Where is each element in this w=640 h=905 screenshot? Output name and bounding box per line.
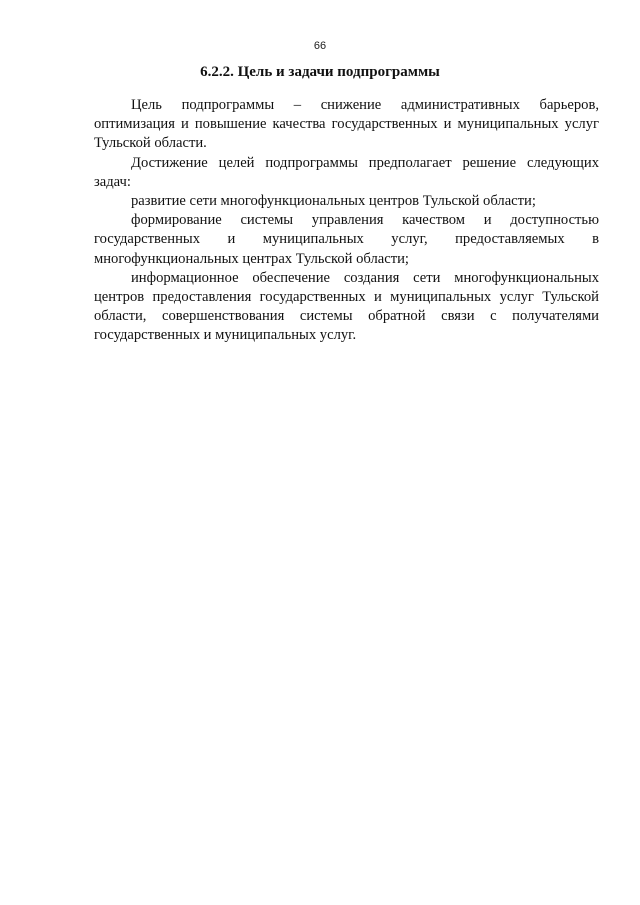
document-body	[94, 96, 599, 346]
section-title: 6.2.2. Цель и задачи подпрограммы	[200, 64, 440, 80]
paragraph-task-1: развитие сети многофункциональных центров Тульской области;	[131, 193, 536, 210]
paragraph-task-2: формирование системы управления качеством и доступностью государственных и муниципальных услуг, предоставляемых в многофункциональных центрах Тульской области;	[94, 212, 599, 267]
page-number: 66	[313, 40, 327, 52]
paragraph-tasks-intro: Достижение целей подпрограммы предполагает решение следующих задач:	[94, 154, 599, 190]
paragraph-task-3: информационное обеспечение создания сети многофункциональных центров предоставления государственных и муниципальных услуг Тульской области, совершенствования системы обратной связи с получателями государственных и муниципальных услуг.	[94, 269, 599, 344]
paragraph-goal: Цель подпрограммы – снижение административных барьеров, оптимизация и повышение качества государственных и муниципальных услуг Тульской области.	[94, 97, 599, 152]
